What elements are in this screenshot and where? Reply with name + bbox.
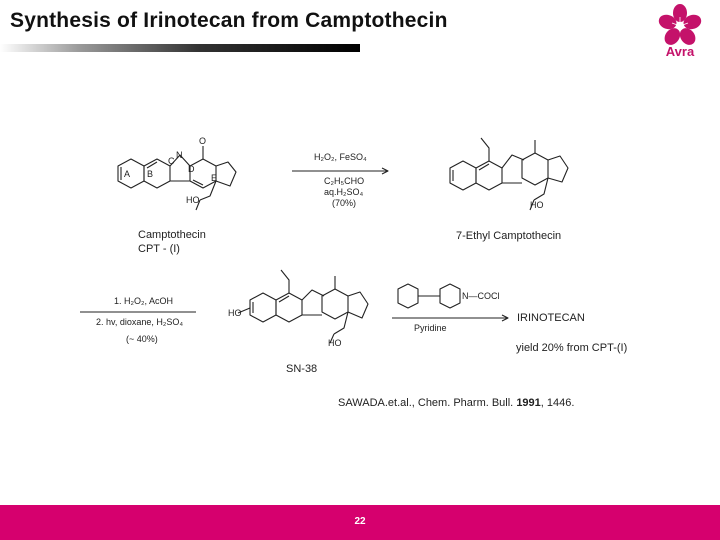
step1-reagent-2: C₂H₅CHO — [324, 176, 365, 186]
reagent-structure — [398, 284, 460, 308]
camptothecin-code: CPT - (I) — [138, 243, 180, 255]
acyl-chloride-label: N—COCl — [462, 291, 500, 301]
step2-reagent-1: 1. H₂O₂, AcOH — [114, 296, 174, 306]
irinotecan-yield: yield 20% from CPT-(I) — [516, 342, 628, 354]
irinotecan-name: IRINOTECAN — [517, 312, 585, 324]
page-number: 22 — [354, 516, 366, 527]
reference-citation — [338, 396, 574, 410]
ethyl-camptothecin-name: 7-Ethyl Camptothecin — [456, 230, 562, 242]
sn38-structure — [238, 270, 368, 343]
camptothecin-name: Camptothecin — [138, 229, 206, 241]
ethyl-camptothecin-structure — [450, 138, 568, 210]
nitrogen-label: N — [176, 150, 183, 160]
reference-year: 1991 — [516, 397, 541, 409]
ring-b-label: B — [147, 169, 154, 179]
step1-yield: (70%) — [332, 198, 357, 208]
ring-d-label: D — [188, 164, 195, 174]
footer-bar — [0, 505, 720, 540]
slide-title: Synthesis of Irinotecan from Camptothecin — [10, 9, 448, 32]
hydroxyl-label-4: HO — [328, 338, 342, 348]
hydroxyl-label-3: HO — [228, 308, 242, 318]
hydroxyl-label-2: HO — [530, 200, 544, 210]
reference-pages: , 1446. — [540, 397, 575, 409]
step3-reagent: Pyridine — [414, 323, 447, 333]
hydroxyl-label-1: HO — [186, 195, 200, 205]
sn38-name: SN-38 — [286, 363, 318, 375]
step2-reagent-2: 2. hv, dioxane, H₂SO₄ — [96, 317, 184, 327]
ring-e-label: E — [211, 173, 218, 183]
step2-yield: (~ 40%) — [126, 334, 158, 344]
reference-authors: SAWADA.et.al., Chem. Pharm. Bull. — [338, 397, 514, 409]
oxygen-label: O — [199, 136, 207, 146]
step1-reagent-3: aq.H₂SO₄ — [324, 187, 364, 197]
ring-a-label: A — [124, 169, 131, 179]
step1-reagent-1: H₂O₂, FeSO₄ — [314, 152, 367, 162]
logo-text: Avra — [665, 44, 695, 59]
ring-c-label: C — [168, 156, 175, 166]
